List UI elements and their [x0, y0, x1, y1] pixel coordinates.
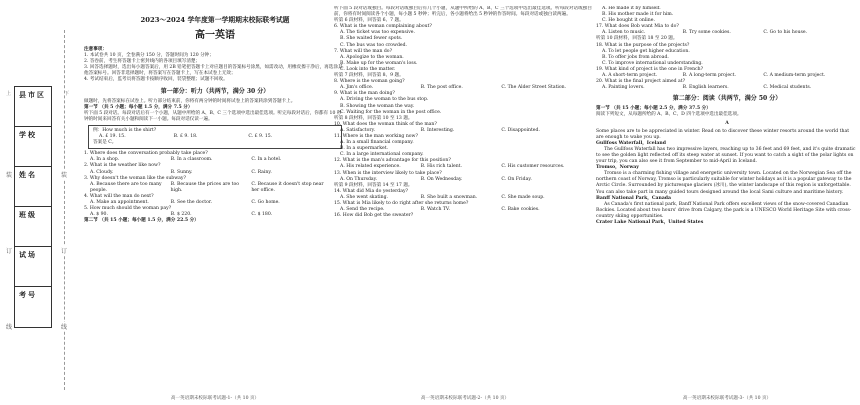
seal-char-xian-left: 线 — [6, 324, 13, 331]
field-label: 班级 — [19, 210, 37, 219]
option: B. Interesting. — [420, 127, 455, 133]
question-list — [596, 24, 858, 91]
option: A. Jim's office. — [340, 85, 374, 91]
options-row — [596, 85, 858, 91]
field-county[interactable] — [14, 86, 52, 128]
question-text: 12. What is the man's advantage for this position? — [334, 158, 451, 164]
option: C. Bake cookies. — [501, 207, 540, 213]
note-item: 4. 考试结束后，监考员将答题卡按顺序收回，装袋整理；试题不回收。 — [84, 77, 228, 83]
option: C. The bus was too crowded. — [340, 42, 408, 48]
option: C. She made soup. — [501, 194, 545, 200]
option: A. Send the recipe. — [340, 207, 385, 213]
question-text: 20. What is the final project aimed at? — [596, 79, 686, 85]
options-row — [84, 170, 346, 176]
notes-heading: 注意事项： — [84, 47, 107, 52]
question-text: 2. What is the weather like now? — [84, 163, 161, 169]
reading-section1-intro: 阅读下列短文，从每题所给的 A、B、C、D 四个选项中选出最佳选项。 — [596, 112, 742, 118]
place-heading: Crater Lake National Park，United States — [596, 220, 704, 225]
option: B. See the doctor. — [170, 199, 213, 205]
reading-section1-heading: 第一节 （共 15 小题；每小题 2.5 分，满分 37.5 分） — [596, 106, 711, 112]
option: A. Make an appointment. — [90, 199, 149, 205]
option: B. Sunny. — [170, 169, 193, 175]
section1-heading: 第一节 （共 5 小题；每小题 1.5 分，满分 7.5 分） — [84, 104, 193, 110]
question-text: 1. Where does the conversation probably take place? — [84, 151, 208, 157]
option: A. £ 19. 15. — [99, 134, 126, 140]
option: C. Medical students. — [763, 85, 812, 91]
option: A. The ticket was too expensive. — [340, 30, 415, 36]
option: B. A long-term project. — [682, 73, 736, 79]
option: A. Cloudy. — [90, 169, 114, 175]
question-text: 3. Why doesn't the woman like the subway? — [84, 175, 186, 181]
option: A. Listen to music. — [602, 30, 646, 36]
field-label: 县市区 — [19, 90, 46, 99]
option: A. Driving the woman to the bus stop. — [340, 97, 429, 103]
option: C. A medium-term project. — [763, 73, 826, 79]
example-box — [88, 125, 342, 149]
option: C. Disappointed. — [501, 127, 540, 133]
place-heading: Tromso，Norway — [596, 165, 639, 171]
option: B. The post office. — [420, 85, 463, 91]
option: C. To improve international understanding. — [602, 60, 703, 66]
seal-char-zhuang-left: 装 — [6, 172, 13, 179]
option: B. His mother made it for him. — [602, 12, 674, 18]
listening-material-note: 听第 9 段材料，回答第 14 至 17 题。 — [334, 182, 413, 188]
option: C. He bought it online. — [602, 18, 655, 24]
field-class[interactable] — [14, 206, 52, 248]
option: C. On Friday. — [501, 176, 532, 182]
place-heading: Gullfoss Waterfall，Iceland — [596, 140, 666, 146]
question-text: 5. How much should the woman pay? — [84, 206, 172, 212]
option: B. In a supermarket. — [340, 146, 388, 152]
binding-bottom-char: 下 — [64, 91, 70, 97]
part1-heading: 第一部分：听力（共两节，满分 30 分） — [160, 87, 270, 95]
field-school[interactable] — [14, 126, 52, 168]
option: A. To let people get higher education. — [602, 48, 690, 54]
question-text: 13. When is the interview likely to take place? — [334, 170, 442, 176]
place-text: Tromso is a charming fishing village and energetic university town. Located on the Norwegian Sea off the northern coast of Norway, Tromso is particularly suitable for winter holidays as it is a popular gateway to the Arctic Circle. Surrounded by picturesque glaciers (冰川), the winter landscape of this region is unforgettable. You can also take part in many guided tours designed around the local Sami culture and maritime history. — [596, 171, 852, 195]
example-answer: 答案是 C。 — [93, 140, 117, 146]
options-row — [84, 182, 346, 194]
options-row — [334, 164, 596, 170]
note-item: 1. 本试卷共 10 页，全卷满分 150 分，答题时间为 120 分钟； — [84, 53, 214, 59]
page-1 — [84, 6, 346, 398]
question-text: 11. Where is the man working now? — [334, 133, 418, 139]
listening-material-note: 听第 6 段材料，回答第 6、7 题。 — [334, 18, 404, 24]
option: C. $ 180. — [251, 212, 273, 218]
passage-label: A — [725, 120, 729, 126]
option: B. $ 220. — [170, 212, 192, 218]
place-heading: Banff National Park，Canada — [596, 195, 671, 201]
passage-intro: Some places are to be appreciated in winter. Read on to discover these winter resorts around the world that are enough to wake you up. — [596, 128, 850, 140]
seal-char-ding: 订 — [61, 248, 68, 255]
option: A. He made it by himself. — [602, 6, 661, 11]
question-text: 19. What kind of project is the one in French? — [596, 66, 704, 72]
example-question: 例：How much is the shirt? — [93, 127, 157, 133]
option: A. She went skating. — [340, 194, 388, 200]
place-text: The Gullfoss Waterfall has two impressive layers, reaching up to 36 feet and 69 feet, and it's quite dramatic to see the golden light reflected off its steep water at sunset. If you want to catch a sight of the polar lights on your trip, you can also see it from September to mid-April in Iceland. — [596, 146, 856, 165]
option: C. Rainy. — [251, 169, 272, 175]
option: A. Because there are too many people. — [90, 181, 162, 193]
option: B. Because the prices are too high. — [170, 181, 240, 193]
passage-body — [596, 141, 858, 226]
question-list — [334, 18, 596, 219]
option: B. Showing the woman the way. — [340, 103, 415, 109]
option: B. English learners. — [682, 85, 729, 91]
question-list — [84, 151, 346, 218]
part1-intro: 做题时，先将答案标在试卷上。听力部分结束前，你将有两分钟的时间将试卷上的答案转涂到答题卡上。 — [84, 98, 296, 104]
option: C. In a hotel. — [251, 157, 282, 163]
question-text: 9. What is the man doing? — [334, 91, 395, 97]
field-exam-room[interactable] — [14, 246, 52, 288]
listening-material-note: 听第 10 段材料，回答第 18 至 20 题。 — [596, 36, 678, 42]
place-text: As Canada's first national park, Banff National Park offers excellent views of the snow-covered Canadian Rockies. Located about two hours' drive from Calgary, the park is a UNESCO World Heritage Site with cross-country skiing opportunities. — [596, 201, 852, 219]
exam-subject: 高一英语 — [195, 30, 235, 41]
binding-strip — [0, 0, 80, 405]
note-item: 3. 回答选择题时，选出每小题答案后，用 2B 铅笔把答题卡上对应题目的答案标号涂黑，如需改动，用橡皮擦干净后，再选涂其他答案标号。回答非选择题时，将答案写在答题卡上，写在本试卷上无效； — [84, 65, 343, 77]
page-3 — [596, 6, 858, 398]
question-text: 16. How did Bob get the sweater? — [334, 213, 414, 219]
page-footer: 高一英语期末校际联考试题-1-（共 10 页） — [170, 396, 260, 401]
binding-top-char: 上 — [6, 91, 12, 97]
seal-char-zhuang: 装 — [61, 172, 68, 179]
option: A. Painting lovers. — [602, 85, 645, 91]
seal-char-xian: 线 — [61, 324, 68, 331]
question-text: 15. What is Mia likely to do right after she returns home? — [334, 201, 469, 206]
question-text: 14. What did Mia do yesterday? — [334, 188, 409, 194]
option: B. To offer jobs from abroad. — [602, 54, 669, 60]
section2-intro: 听下面 5 段对话或独白。每段对话或独白后有几个小题，从题中所给的 A、B、C 三个选项中选出最佳选项。听每段对话或独白前，你将有时间阅读各个小题，每小题 5 秒钟；听完后，各小题将给出 5 秒钟的作答时间。每段对话或独白读两遍。 — [334, 6, 592, 18]
question-text: 8. Where is the woman going? — [334, 79, 405, 85]
note-item: 2. 答卷前，考生将答题卡上密封线内的各项目填写清楚； — [84, 59, 201, 65]
field-exam-number[interactable] — [14, 286, 52, 328]
option: A. In a shop. — [90, 157, 120, 163]
field-name[interactable] — [14, 166, 52, 208]
question-text: 7. What will the man do? — [334, 48, 393, 54]
section2-heading: 第二节 （共 15 小题；每小题 1.5 分，满分 22.5 分） — [84, 218, 199, 224]
exam-title: 2023～2024 学年度第一学期期末校际联考试题 — [140, 16, 290, 24]
seal-char-ding-left: 订 — [6, 248, 13, 255]
listening-material-note: 听第 7 段材料，回答第 8、9 题。 — [334, 73, 404, 79]
option: B. Try some cookies. — [682, 30, 731, 36]
field-label: 学校 — [19, 130, 37, 139]
option: C. His customer resources. — [501, 164, 565, 170]
option: B. His rich talent. — [420, 164, 462, 170]
question-text: 18. What is the purpose of the projects? — [596, 42, 690, 48]
option: A. Satisfactory. — [340, 127, 376, 133]
option: C. Because it doesn't stop near her office. — [251, 181, 324, 193]
question-text: 17. What does Bob want Mia to do? — [596, 24, 679, 30]
part2-heading: 第二部分：阅读（共两节，满分 50 分） — [672, 95, 782, 103]
page-footer: 高一英语期末校际联考试题-3-（共 10 页） — [682, 396, 772, 401]
option: C. In a large international company. — [340, 152, 424, 158]
page-2 — [334, 6, 596, 398]
option: B. On Wednesday. — [420, 176, 463, 182]
options-row — [334, 177, 596, 183]
option: B. She waited fewer spots. — [340, 36, 403, 42]
option: B. In a classroom. — [170, 157, 213, 163]
option: C. The Alder Street Station. — [501, 85, 567, 91]
option: A. On Thursday. — [340, 176, 378, 182]
option: A. His related experience. — [340, 164, 401, 170]
question-text: 6. What is the woman complaining about? — [334, 24, 432, 30]
section1-intro: 听下面 5 段对话。每段对话后有一个小题，从题中所给的 A、B、C 三个选项中选出最佳选项。听完每段对话后，你都有 10 秒钟的时间来回答有关小题和阅读下一小题。每段对话仅读一遍。 — [84, 110, 342, 122]
listening-material-note: 听第 8 段材料，回答第 10 至 13 题。 — [334, 115, 413, 121]
example-options — [93, 134, 337, 140]
option: C. Go to his house. — [763, 30, 808, 36]
option: B. Make up for the woman's loss. — [340, 60, 418, 66]
field-label: 姓名 — [19, 170, 37, 179]
option: B. Watch TV. — [420, 207, 450, 213]
cut-line — [64, 30, 65, 390]
question-text: 4. What will the man do next? — [84, 193, 154, 199]
option: A. Apologize to the woman. — [340, 54, 404, 60]
option: A. In a small financial company. — [340, 140, 414, 146]
option: C. Look into the matter. — [340, 66, 396, 72]
option: C. £ 9. 15. — [248, 134, 273, 140]
option: A. $ 90. — [90, 212, 108, 218]
option: B. She built a snowman. — [420, 194, 478, 200]
page-footer: 高一英语期末校际联考试题-2-（共 10 页） — [420, 396, 510, 401]
option: C. Go home. — [251, 199, 280, 205]
option: A. A short-term project. — [602, 73, 658, 79]
field-label: 考号 — [19, 290, 37, 299]
field-label: 试场 — [19, 250, 37, 259]
option: C. Waiting for the woman in the post office. — [340, 109, 442, 115]
option: B. £ 9. 18. — [173, 134, 198, 140]
question-text: 10. What does the woman think of the man? — [334, 121, 437, 127]
